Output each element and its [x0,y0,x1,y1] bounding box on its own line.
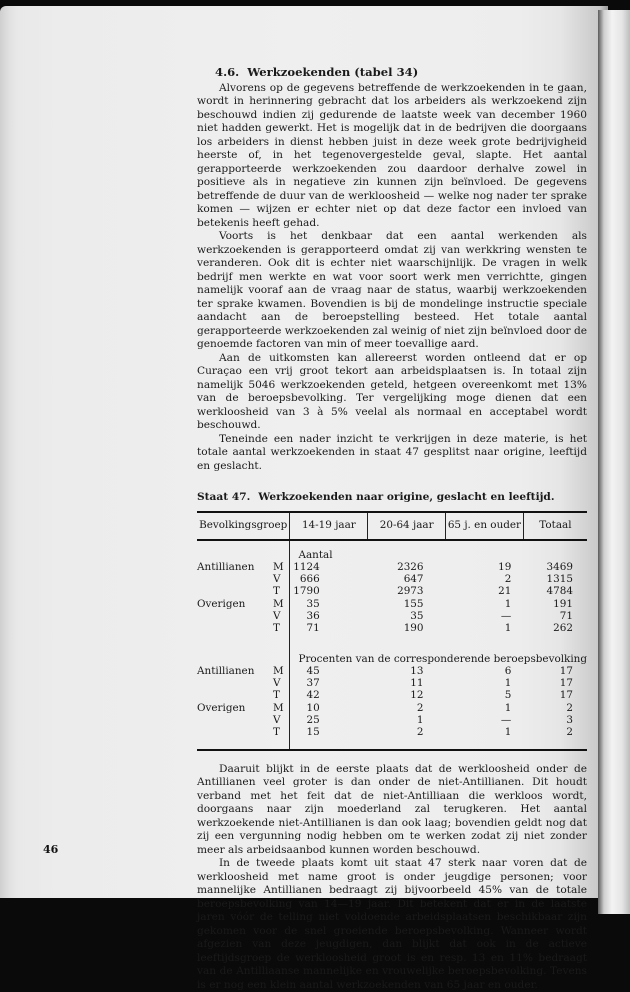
table-row: Antillianen M 45 13 6 17 [197,664,573,677]
table-label: Staat 47. [197,491,251,503]
table-row: Overigen M 35 155 1 191 [197,597,573,610]
table-row: V 25 1 — 3 [273,714,573,727]
column-header: 14-19 jaar [290,512,368,540]
table-caption [197,491,587,505]
section-title: Werkzoekenden (tabel 34) [247,65,419,79]
page-number: 46 [43,843,59,856]
paragraph: Alvorens op de gegevens betreffende de werkzoekenden in te gaan, wordt in herinnering gebracht dat los arbeiders als werkzoekend zijn beschouwd indien zij gedurende de laatste week van december 1960 niet hadden gewerkt. Het is mogelijk dat in de bedrijven die doorgaans los arbeiders in dienst hebben juist in deze week grote bedrijvigheid heerste of, in het tegenovergestelde geval, slapte. Het aantal gerapporteerde werkzoekenden zou daardoor derhalve zowel in positieve als in negatieve zin kunnen zijn beïnvloed. De gegevens betreffende de duur van de werkloosheid — welke nog nader ter sprake komen — wijzen er echter niet op dat deze factor een invloed van betekenis heeft gehad. [197,81,587,229]
paragraph: Aan de uitkomsten kan allereerst worden ontleend dat er op Curaçao een vrij groot tekort aan arbeidsplaatsen is. In totaal zijn namelijk 5046 werkzoekenden geteld, hetgeen overeenkomt met 13% van de beroepsbevolking. Ter vergelijking moge dienen dat een werkloosheid van 3 à 5% veelal als normaal en acceptabel wordt beschouwd. [197,351,587,431]
table-row: V 36 35 — 71 [273,609,573,622]
column-header: 20-64 jaar [368,512,446,540]
table-section-title: Aantal [290,549,587,561]
column-header: Totaal [523,512,587,540]
section-number: 4.6. [215,65,240,79]
page-fold [598,10,630,914]
data-table [197,511,587,751]
table-row: Antillianen M 1124 2326 19 3469 [197,560,573,573]
table-row: T 42 12 5 17 [273,689,573,702]
table-row: V 37 11 1 17 [273,677,573,690]
column-header: 65 j. en ouder [446,512,524,540]
page-content [197,66,587,992]
table-row: T 1790 2973 21 4784 [273,585,573,598]
section-heading [215,66,587,80]
table-row: V 666 647 2 1315 [273,573,573,586]
table-row: T 71 190 1 262 [273,622,573,635]
table-row: T 15 2 1 2 [273,726,573,739]
table-header-row [197,512,587,540]
paragraph: Teneinde een nader inzicht te verkrijgen in deze materie, is het totale aantal werkzoekenden in staat 47 gesplitst naar origine, leeftijd en geslacht. [197,432,587,472]
table-caption-text: Werkzoekenden naar origine, geslacht en leeftijd. [258,491,555,503]
table-section-title: Procenten van de corresponderende beroepsbevolking [290,653,587,665]
paragraph: Daaruit blijkt in de eerste plaats dat de werkloosheid onder de Antillianen veel groter is dan onder de niet-Antillianen. Dit houdt verband met het feit dat de niet-Antilliaan die werkloos wordt, doorgaans naar zijn moederland zal terugkeren. Het aantal werkzoekende niet-Antillianen is dan ook laag; bovendien geldt nog dat zij een vergunning nodig hebben om te werken zodat zij niet zonder meer als arbeidsaanbod kunnen worden beschouwd. [197,762,587,856]
column-header: Bevolkingsgroep [199,518,288,531]
paragraph: In de tweede plaats komt uit staat 47 sterk naar voren dat de werkloosheid met name groot is onder jeugdige personen; voor mannelijke Antillianen bedraagt zij bijvoorbeeld 45% van de totale beroepsbevolking van 14—19 jaar. Dit betekent dat er in de laatste jaren vóór de telling niet voldoende arbeidsplaatsen beschikbaar zijn gekomen voor de snel groeiende beroepsbevolking. Wanneer wordt afgezien van deze jeugdigen, dan blijkt dat ook in de actieve leeftijdsgroep de werkloosheid groot is en resp. 13 en 11% bedraagt van de Antilliaanse mannelijke en vrouwelijke beroepsbevolking. Tevens is er nog een klein aantal werkzoekenden van 65 jaar en ouder. [197,857,587,991]
paragraph: Voorts is het denkbaar dat een aantal werkenden als werkzoekenden is gerapporteerd omdat zij van werkkring wensten te veranderen. Ook dit is echter niet waarschijnlijk. De vragen in welk bedrijf men werkte en wat voor soort werk men verrichtte, gingen namelijk vooraf aan de vraag naar de status, waarbij werkzoekenden ter sprake kwamen. Bovendien is bij de mondelinge instructie speciale aandacht aan de beroepstelling besteed. Het totale aantal gerapporteerde werkzoekenden zal weinig of niet zijn beïnvloed door de genoemde factoren van min of meer toevallige aard. [197,230,587,350]
table-row: Overigen M 10 2 1 2 [197,701,573,714]
